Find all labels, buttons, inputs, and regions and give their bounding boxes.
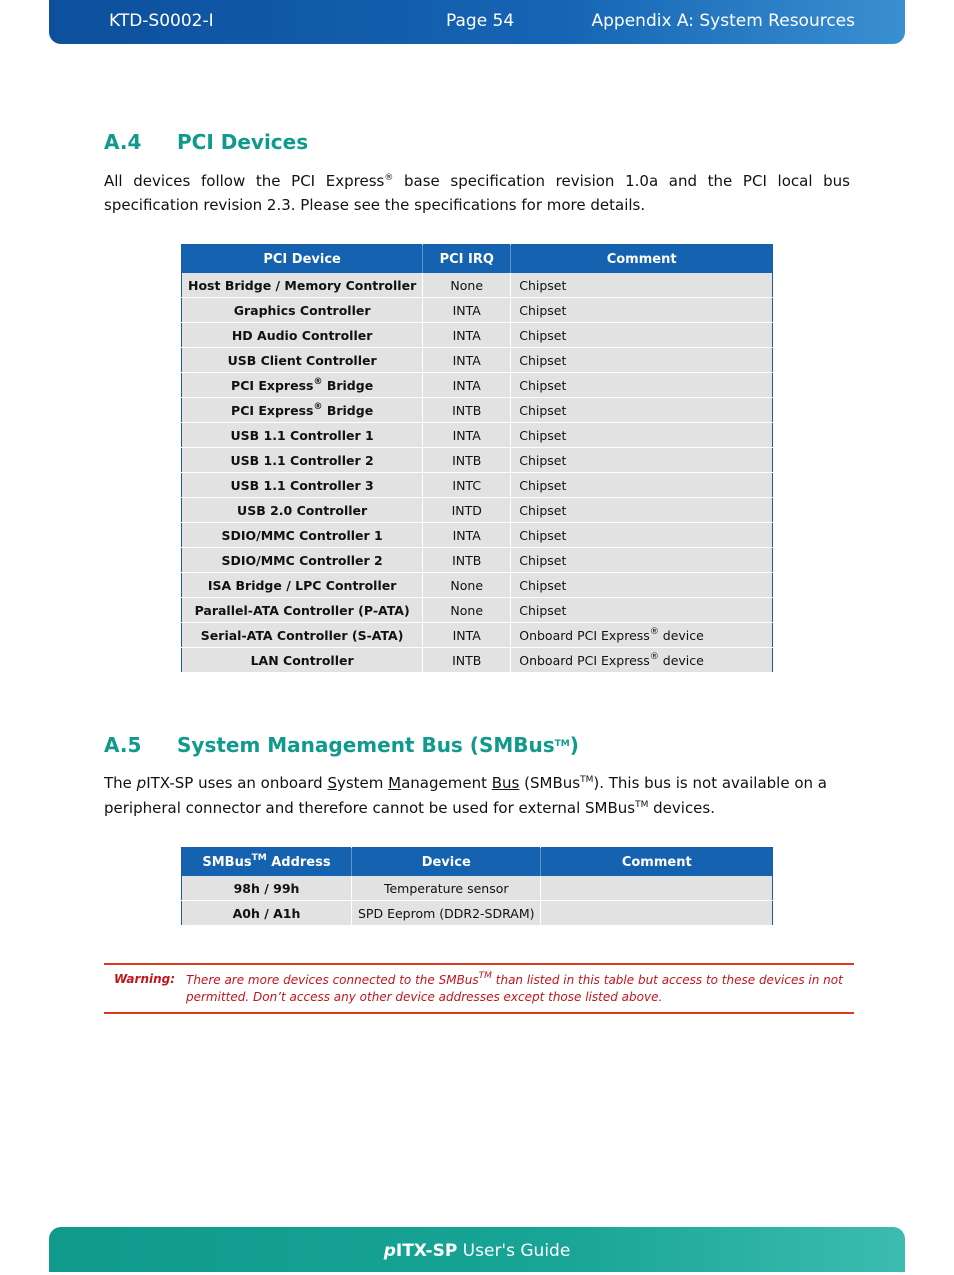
cell-text: PCI Express <box>231 402 314 418</box>
cell-comment <box>511 423 773 448</box>
section-heading-pci <box>104 130 308 154</box>
cell-irq: INTB <box>423 548 511 573</box>
product-prefix: p <box>136 774 147 792</box>
trademark-mark: TM <box>554 739 570 749</box>
cell-irq: None <box>423 573 511 598</box>
cell-irq: INTB <box>423 648 511 673</box>
product-prefix: p <box>383 1241 396 1261</box>
cell-device: SPD Eeprom (DDR2-SDRAM) <box>352 901 541 926</box>
cell-text: USB Client Controller <box>227 352 377 368</box>
cell-text: Chipset <box>519 427 567 443</box>
table-row <box>182 448 773 473</box>
cell-irq: INTA <box>423 373 511 398</box>
text: There are more devices connected to the SMBus <box>186 973 479 987</box>
document-id: KTD-S0002-I <box>109 11 214 31</box>
table-row <box>182 323 773 348</box>
cell-irq: INTB <box>423 448 511 473</box>
cell-text: Chipset <box>519 327 567 343</box>
cell-comment <box>541 876 773 901</box>
warning-box <box>104 963 854 1014</box>
cell-device <box>182 323 423 348</box>
cell-address: 98h / 99h <box>182 876 352 901</box>
cell-comment <box>511 273 773 298</box>
text: than listed in this table but access to these devices in not permitted. Don’t access any other device addresses except those listed above. <box>186 973 843 1004</box>
cell-text: Chipset <box>519 502 567 518</box>
cell-comment <box>511 623 773 648</box>
cell-device <box>182 448 423 473</box>
cell-device <box>182 598 423 623</box>
cell-text: Chipset <box>519 577 567 593</box>
cell-device <box>182 273 423 298</box>
section-title: PCI Devices <box>177 130 309 154</box>
cell-text: Chipset <box>519 302 567 318</box>
cell-device <box>182 423 423 448</box>
cell-irq: INTA <box>423 298 511 323</box>
cell-device <box>182 573 423 598</box>
cell-comment <box>511 648 773 673</box>
cell-comment <box>511 398 773 423</box>
cell-text: Parallel-ATA Controller (P-ATA) <box>194 602 410 618</box>
cell-text-suffix: Bridge <box>322 377 374 393</box>
cell-device <box>182 298 423 323</box>
table-row <box>182 398 773 423</box>
column-header-comment: Comment <box>541 848 773 877</box>
cell-text: Chipset <box>519 552 567 568</box>
column-header-device: Device <box>352 848 541 877</box>
cell-text-suffix: device <box>658 627 704 643</box>
cell-irq: INTD <box>423 498 511 523</box>
registered-mark: ® <box>313 376 323 387</box>
cell-comment <box>511 573 773 598</box>
warning-label: Warning: <box>114 972 176 986</box>
table-row <box>182 876 773 901</box>
table-row <box>182 298 773 323</box>
table-row <box>182 648 773 673</box>
pci-intro-text: All devices follow the PCI Express <box>104 172 385 190</box>
underlined-letter: S <box>327 774 337 792</box>
cell-irq: INTA <box>423 523 511 548</box>
text: devices. <box>648 799 715 817</box>
cell-irq: INTA <box>423 323 511 348</box>
cell-address: A0h / A1h <box>182 901 352 926</box>
table-row <box>182 598 773 623</box>
cell-comment <box>511 298 773 323</box>
cell-text: Chipset <box>519 377 567 393</box>
header-text: Address <box>271 854 331 870</box>
cell-text: Onboard PCI Express <box>519 652 650 668</box>
table-row <box>182 423 773 448</box>
cell-text: USB 2.0 Controller <box>237 502 368 518</box>
cell-text: LAN Controller <box>250 652 354 668</box>
table-row <box>182 901 773 926</box>
smbus-table <box>181 847 773 926</box>
column-header-address <box>182 848 352 877</box>
header-text: SMBus <box>202 854 252 870</box>
table-header-row <box>182 848 773 877</box>
page-number: Page 54 <box>446 11 515 31</box>
text: ITX-SP uses an onboard <box>146 774 328 792</box>
table-header-row <box>182 245 773 274</box>
table-row <box>182 523 773 548</box>
cell-text: Graphics Controller <box>233 302 371 318</box>
cell-text: ISA Bridge / LPC Controller <box>207 577 397 593</box>
text: The <box>104 774 137 792</box>
cell-irq: INTA <box>423 623 511 648</box>
cell-device <box>182 648 423 673</box>
cell-text: Chipset <box>519 452 567 468</box>
registered-mark: ® <box>313 401 323 412</box>
column-header-device: PCI Device <box>182 245 423 274</box>
pci-intro-paragraph <box>104 169 850 217</box>
cell-text-suffix: Bridge <box>322 402 374 418</box>
section-heading-smbus <box>104 733 579 757</box>
cell-text: Host Bridge / Memory Controller <box>188 277 417 293</box>
cell-device <box>182 623 423 648</box>
cell-irq: None <box>423 273 511 298</box>
trademark-mark: TM <box>580 775 594 785</box>
cell-comment <box>511 448 773 473</box>
cell-device <box>182 548 423 573</box>
header-section-title: Appendix A: System Resources <box>591 11 855 31</box>
table-row <box>182 273 773 298</box>
warning-text <box>186 972 852 1006</box>
smbus-intro-paragraph <box>104 771 850 821</box>
pci-intro-text-rest: base specification revision 1.0a and the PCI local bus specification revision 2.3. Please see the specifications for more details. <box>104 172 850 214</box>
cell-device: Temperature sensor <box>352 876 541 901</box>
cell-comment <box>511 473 773 498</box>
section-title-end: ) <box>569 733 579 757</box>
text: ystem <box>336 774 389 792</box>
table-row <box>182 573 773 598</box>
cell-text: Chipset <box>519 602 567 618</box>
trademark-mark: TM <box>251 852 267 863</box>
cell-comment <box>511 598 773 623</box>
cell-comment <box>511 498 773 523</box>
cell-text: SDIO/MMC Controller 1 <box>221 527 383 543</box>
cell-text: Chipset <box>519 477 567 493</box>
cell-irq: INTA <box>423 423 511 448</box>
cell-irq: INTA <box>423 348 511 373</box>
section-title: System Management Bus (SMBus <box>177 733 555 757</box>
cell-irq: INTB <box>423 398 511 423</box>
cell-device <box>182 373 423 398</box>
cell-text: SDIO/MMC Controller 2 <box>221 552 383 568</box>
cell-text: PCI Express <box>231 377 314 393</box>
table-row <box>182 498 773 523</box>
cell-device <box>182 348 423 373</box>
cell-comment <box>511 348 773 373</box>
cell-text: USB 1.1 Controller 1 <box>230 427 374 443</box>
registered-mark: ® <box>649 651 659 662</box>
product-name <box>384 1241 458 1261</box>
text: (SMBus <box>519 774 581 792</box>
table-row <box>182 373 773 398</box>
cell-comment <box>511 548 773 573</box>
text: anagement <box>401 774 492 792</box>
cell-text: Chipset <box>519 527 567 543</box>
column-header-comment: Comment <box>511 245 773 274</box>
product-text: ITX-SP <box>395 1241 458 1261</box>
cell-text: USB 1.1 Controller 2 <box>230 452 374 468</box>
section-number: A.4 <box>104 130 142 154</box>
cell-text: Chipset <box>519 352 567 368</box>
cell-device <box>182 473 423 498</box>
table-row <box>182 348 773 373</box>
underlined-word: Bus <box>491 774 520 792</box>
trademark-mark: TM <box>478 971 492 981</box>
cell-irq: INTC <box>423 473 511 498</box>
registered-mark: ® <box>649 626 659 637</box>
cell-text-suffix: device <box>658 652 704 668</box>
page-footer <box>49 1227 905 1272</box>
page-header <box>49 0 905 44</box>
cell-text: Serial-ATA Controller (S-ATA) <box>200 627 404 643</box>
registered-mark: ® <box>384 173 394 183</box>
cell-text: Chipset <box>519 402 567 418</box>
section-number: A.5 <box>104 733 142 757</box>
pci-devices-table <box>181 244 773 673</box>
underlined-letter: M <box>388 774 402 792</box>
text: ). This bus is not available on a peripheral connector and therefore cannot be used for external SMBus <box>104 774 827 817</box>
cell-text: USB 1.1 Controller 3 <box>230 477 374 493</box>
table-row <box>182 473 773 498</box>
cell-comment <box>541 901 773 926</box>
cell-comment <box>511 323 773 348</box>
cell-comment <box>511 523 773 548</box>
trademark-mark: TM <box>635 800 649 810</box>
cell-irq: None <box>423 598 511 623</box>
table-row <box>182 623 773 648</box>
cell-device <box>182 498 423 523</box>
cell-device <box>182 398 423 423</box>
cell-text: Onboard PCI Express <box>519 627 650 643</box>
guide-label: User's Guide <box>457 1241 571 1261</box>
cell-comment <box>511 373 773 398</box>
table-row <box>182 548 773 573</box>
column-header-irq: PCI IRQ <box>423 245 511 274</box>
cell-text: HD Audio Controller <box>231 327 373 343</box>
cell-device <box>182 523 423 548</box>
cell-text: Chipset <box>519 277 567 293</box>
